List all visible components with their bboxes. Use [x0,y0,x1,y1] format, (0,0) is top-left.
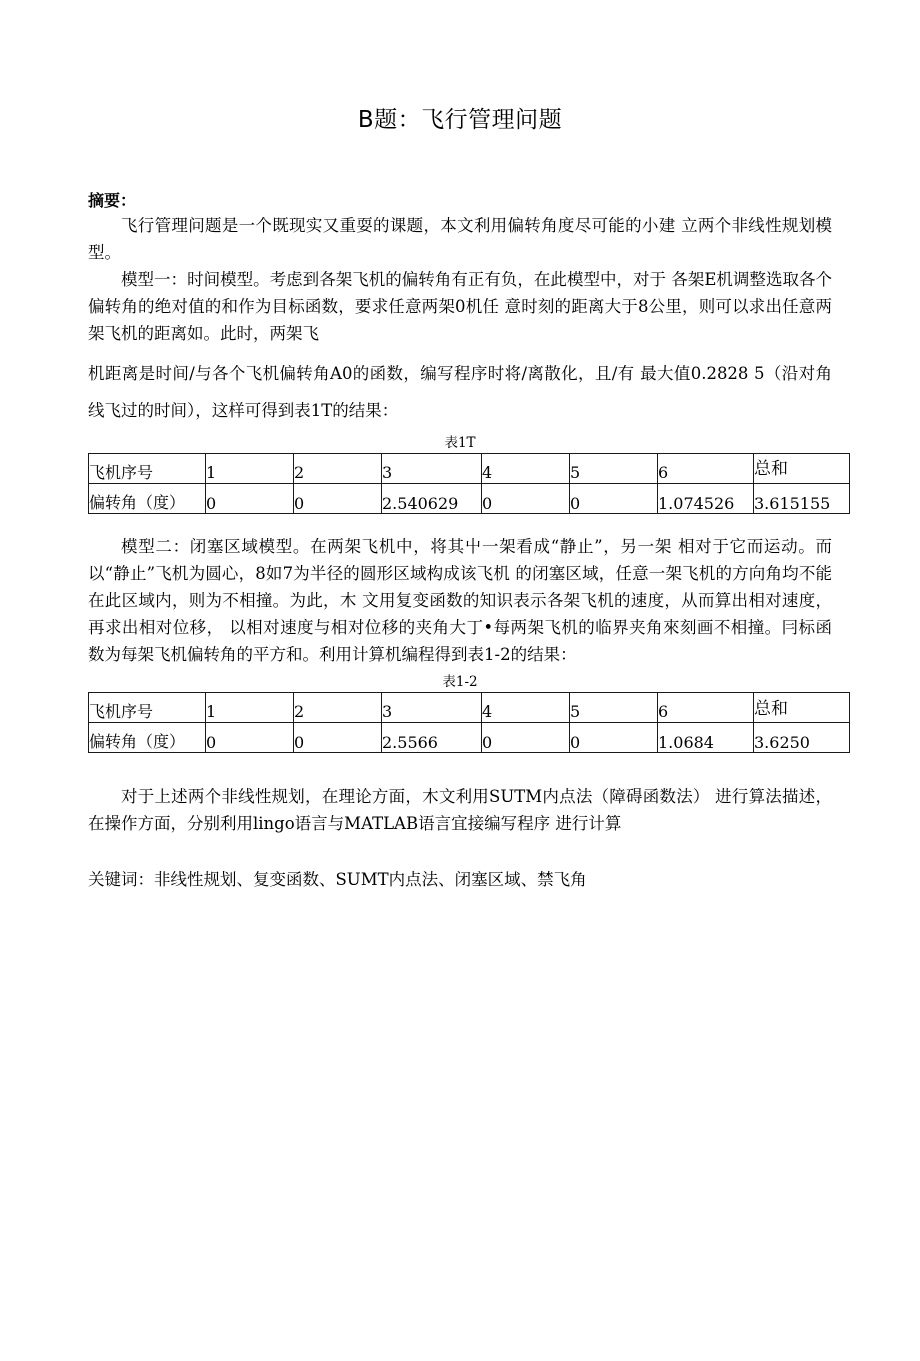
table-1-col-header-2: 2 [294,453,382,483]
table-1-deflection-angles [88,453,850,514]
table-1-col-header-3: 3 [382,453,482,483]
table-2-value-3: 2.5566 [382,723,482,753]
table-row [89,483,850,513]
table-2-caption: 表1-2 [442,673,478,690]
page-content [88,0,832,893]
table-2-value-6: 1.0684 [658,723,754,753]
abstract-heading: 摘要： [88,190,137,210]
table-row [89,723,850,753]
table-2-value-2: 0 [294,723,382,753]
table-1-col-header-5: 5 [570,453,658,483]
table-2-deflection-angles [88,692,850,753]
table-2-col-header-3: 3 [382,693,482,723]
table-2-col-header-2: 2 [294,693,382,723]
table-1-row-value-label: 偏转角（度） [89,483,206,513]
table-1-col-header-total: 总和 [754,453,850,483]
table-2-row-value-label: 偏转角（度） [89,723,206,753]
table-1-col-header-1: 1 [206,453,294,483]
abstract-paragraph-4: 模型二：闭塞区域模型。在两架飞机中，将其屮一架看成“静止”，另一架 相对于它而运动。而以“静止”飞机为圆心，8如7为半径的圆形区域构成该飞机 的闭塞区域，任意一架飞机的方向角均不能在此区域内，则为不相撞。为此，木 文用复变函数的知识表示各架飞机的速度，从而算出相对速度，再求出相对位移， 以相对速度与相对位移的夹角大丁•每两架飞机的临界夹角來刻画不相撞。冃标函 数为每架飞机偏转角的平方和。利用计算机编程得到表1-2的结果： [88,536,832,664]
table-2-col-header-total: 总和 [754,693,850,723]
table-1-value-5: 0 [570,483,658,513]
abstract-paragraph-3: 机距离是时间/与各个飞机偏转角A0的函数，编写程序时将/离散化，且/有 最大值0.2828 5（沿对角线飞过的时间），这样可得到表1T的结果： [88,363,832,420]
table-1-value-total: 3.615155 [754,483,850,513]
table-2-value-1: 0 [206,723,294,753]
table-2-col-header-6: 6 [658,693,754,723]
page-title: B题：飞行管理问题 [357,107,563,133]
table-1-row-header-label: 飞机序号 [89,453,206,483]
table-1-value-2: 0 [294,483,382,513]
table-1-caption: 表1T [444,434,476,451]
table-1-value-1: 0 [206,483,294,513]
table-1-value-6: 1.074526 [658,483,754,513]
table-1-col-header-4: 4 [482,453,570,483]
abstract-paragraph-1: 飞行管理问题是一个既现实又重耍的课题，本文利用偏转角度尽可能的小建 立两个非线性规划模型。 [88,215,832,262]
table-2-value-4: 0 [482,723,570,753]
abstract-paragraph-2: 模型一：时间模型。考虑到各架飞机的偏转角有正有负，在此模型中，对于 各架E机调整选取各个偏转角的绝对值的和作为目标函数，要求任意两架0机任 意时刻的距离大于8公里，则可以求出任意两架飞机的距离如。此时，两架飞 [88,269,832,343]
table-1-value-3: 2.540629 [382,483,482,513]
keywords-line: 关键词：非线性规划、复变函数、SUMT内点法、闭塞区域、禁飞角 [88,870,587,890]
table-2-col-header-5: 5 [570,693,658,723]
table-2-col-header-1: 1 [206,693,294,723]
table-2-value-5: 0 [570,723,658,753]
table-1-value-4: 0 [482,483,570,513]
table-2-value-total: 3.6250 [754,723,850,753]
table-1-col-header-6: 6 [658,453,754,483]
abstract-paragraph-5: 对于上述两个非线性规划，在理论方面，木文利用SUTM内点法（障碍函数法） 进行算法描述，在操作方面，分别利用lingo语言与MATLAB语言宜接编写程序 进行计算 [88,787,832,834]
table-row [89,693,850,723]
table-row [89,453,850,483]
table-2-col-header-4: 4 [482,693,570,723]
table-2-row-header-label: 飞机序号 [89,693,206,723]
